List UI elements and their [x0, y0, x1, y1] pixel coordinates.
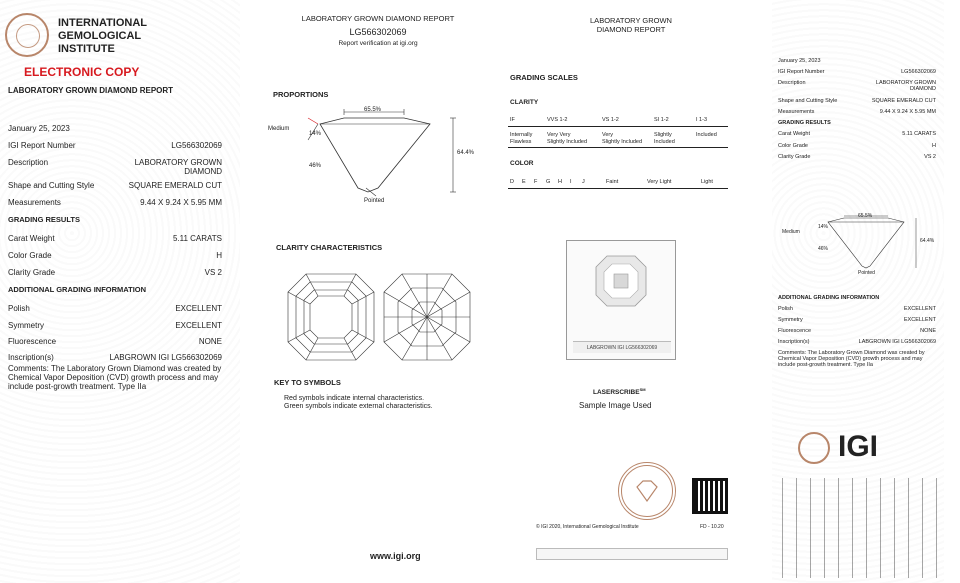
report-date-row [8, 124, 222, 133]
grading-scales-panel [506, 0, 756, 583]
proportions-heading: PROPORTIONS [273, 90, 329, 99]
middle-report-number: LG566302069 [349, 27, 407, 37]
igi-seal-logo-icon [5, 13, 49, 57]
clarity-description: Very Slightly Included [602, 132, 643, 145]
grading-results-heading: GRADING RESULTS [778, 120, 831, 126]
culet-label: Pointed [364, 198, 385, 204]
institute-name: INTERNATIONAL GEMOLOGICAL INSTITUTE [58, 17, 148, 55]
inscription-strip: LABGROWN IGI LG566302069 [573, 341, 671, 353]
crown-percentage: 14% [309, 131, 322, 137]
middle-report-title: LABORATORY GROWN DIAMOND REPORT [301, 14, 455, 23]
scales-header: LABORATORY GROWN DIAMOND REPORT [590, 16, 672, 34]
electronic-copy-label: ELECTRONIC COPY [24, 65, 140, 79]
clarity-grade: VVS 1-2 [547, 117, 568, 123]
clarity-grade: I 1-3 [696, 117, 708, 123]
additional-row: Fluorescence NONE [778, 328, 936, 334]
field-row: IGI Report Number LG566302069 [778, 69, 936, 75]
grading-row: Clarity Grade VS 2 [778, 154, 936, 160]
grading-row: Carat Weight 5.11 CARATS [8, 234, 222, 243]
diamond-seal-icon [635, 479, 659, 503]
color-scale-label: COLOR [510, 160, 534, 167]
color-description: Light [701, 179, 713, 185]
additional-row: Fluorescence NONE [8, 337, 222, 346]
grading-row: Carat Weight 5.11 CARATS [778, 131, 936, 137]
clarity-grade: SI 1-2 [654, 117, 669, 123]
crown-percentage: 14% [818, 224, 829, 230]
additional-grading-heading: ADDITIONAL GRADING INFORMATION [8, 285, 147, 294]
pavilion-percentage: 46% [818, 246, 829, 252]
clarity-plot-diagram [286, 272, 476, 362]
additional-row: Symmetry EXCELLENT [8, 321, 222, 330]
clarity-description: Slightly Included [654, 132, 675, 145]
field-row: Shape and Cutting Style SQUARE EMERALD CUT [778, 98, 936, 104]
depth-percentage: 64.4% [920, 238, 935, 244]
clarity-grade: VS 1-2 [602, 117, 619, 123]
igi-logo-icon [798, 432, 830, 464]
culet-label: Pointed [858, 270, 875, 276]
website-link[interactable]: www.igi.org [370, 551, 421, 561]
grading-scales-heading: GRADING SCALES [510, 73, 578, 82]
clarity-description: Internally Flawless [510, 132, 533, 145]
report-date: January 25, 2023 [8, 124, 70, 133]
clarity-description: Included [696, 132, 717, 138]
key-red-text: Red symbols indicate internal characteristics. [284, 395, 425, 402]
color-description: Faint [606, 179, 619, 185]
comments-text: Comments: The Laboratory Grown Diamond was created by Chemical Vapor Deposition (CVD) growth process and may include post-growth treatment. Type IIa [8, 364, 222, 391]
igi-seal-icon [618, 462, 676, 520]
depth-percentage: 64.4% [457, 150, 475, 156]
clarity-characteristics-heading: CLARITY CHARACTERISTICS [276, 243, 383, 252]
additional-row: Inscription(s) LABGROWN IGI LG566302069 [8, 353, 222, 362]
key-green-text: Green symbols indicate external characteristics. [284, 403, 433, 410]
clarity-scale-line [508, 147, 728, 148]
comments-text: Comments: The Laboratory Grown Diamond was created by Chemical Vapor Deposition (CVD) growth process and may include post-growth treatment. Type IIa [778, 350, 925, 368]
color-scale-line [508, 188, 728, 189]
color-grade: G [546, 179, 551, 185]
color-grade: F [534, 179, 538, 185]
field-row: Measurements 9.44 X 9.24 X 5.95 MM [8, 198, 222, 207]
igi-brand-text: IGI [838, 430, 879, 463]
color-grade: D [510, 179, 514, 185]
field-row: Description LABORATORY GROWN DIAMOND [778, 80, 936, 92]
grading-row: Color Grade H [778, 143, 936, 149]
grading-row: Color Grade H [8, 251, 222, 260]
clarity-description: Very Very Slightly Included [547, 132, 588, 145]
middle-report-panel [258, 0, 498, 583]
additional-row: Polish EXCELLENT [778, 306, 936, 312]
copyright-text: © IGI 2020, International Gemological Institute [536, 524, 639, 530]
diamond-image-icon [595, 255, 647, 307]
form-code: FD - 10.20 [700, 524, 724, 530]
clarity-scale-line [508, 126, 728, 127]
laserscribe-photo [566, 240, 676, 360]
color-description: Very Light [647, 179, 672, 185]
grading-results-heading: GRADING RESULTS [8, 215, 80, 224]
sample-image-caption: Sample Image Used [579, 401, 652, 410]
verification-text: Report verification at igi.org [338, 40, 418, 47]
field-row: Measurements 9.44 X 9.24 X 5.95 MM [778, 109, 936, 115]
color-grade: H [558, 179, 562, 185]
left-report-panel [0, 0, 240, 583]
additional-grading-heading: ADDITIONAL GRADING INFORMATION [778, 295, 880, 301]
additional-row: Inscription(s) LABGROWN IGI LG566302069 [778, 339, 936, 345]
report-date-row: January 25, 2023 [778, 58, 821, 64]
laserscribe-title: LASERSCRIBE℠ [593, 387, 646, 397]
field-row: Description LABORATORY GROWN DIAMOND [8, 158, 222, 176]
additional-row: Symmetry EXCELLENT [778, 317, 936, 323]
pavilion-percentage: 46% [309, 163, 322, 169]
additional-row: Polish EXCELLENT [8, 304, 222, 313]
qr-code-icon[interactable] [692, 478, 728, 514]
color-grade: E [522, 179, 526, 185]
clarity-scale-label: CLARITY [510, 99, 539, 106]
right-report-panel [772, 0, 944, 583]
grading-row: Clarity Grade VS 2 [8, 268, 222, 277]
rotated-mini-report [772, 478, 944, 578]
report-title: LABORATORY GROWN DIAMOND REPORT [8, 86, 174, 95]
table-percentage: 65.5% [858, 213, 873, 219]
color-grade: J [582, 179, 585, 185]
girdle-label: Medium [268, 126, 290, 132]
disclaimer-strip [536, 548, 728, 560]
girdle-label: Medium [782, 229, 800, 235]
clarity-grade: IF [510, 117, 515, 123]
key-to-symbols-heading: KEY TO SYMBOLS [274, 378, 341, 387]
field-row: IGI Report Number LG566302069 [8, 141, 222, 150]
field-row: Shape and Cutting Style SQUARE EMERALD CUT [8, 181, 222, 190]
color-grade: I [570, 179, 572, 185]
table-percentage: 65.5% [364, 107, 382, 113]
